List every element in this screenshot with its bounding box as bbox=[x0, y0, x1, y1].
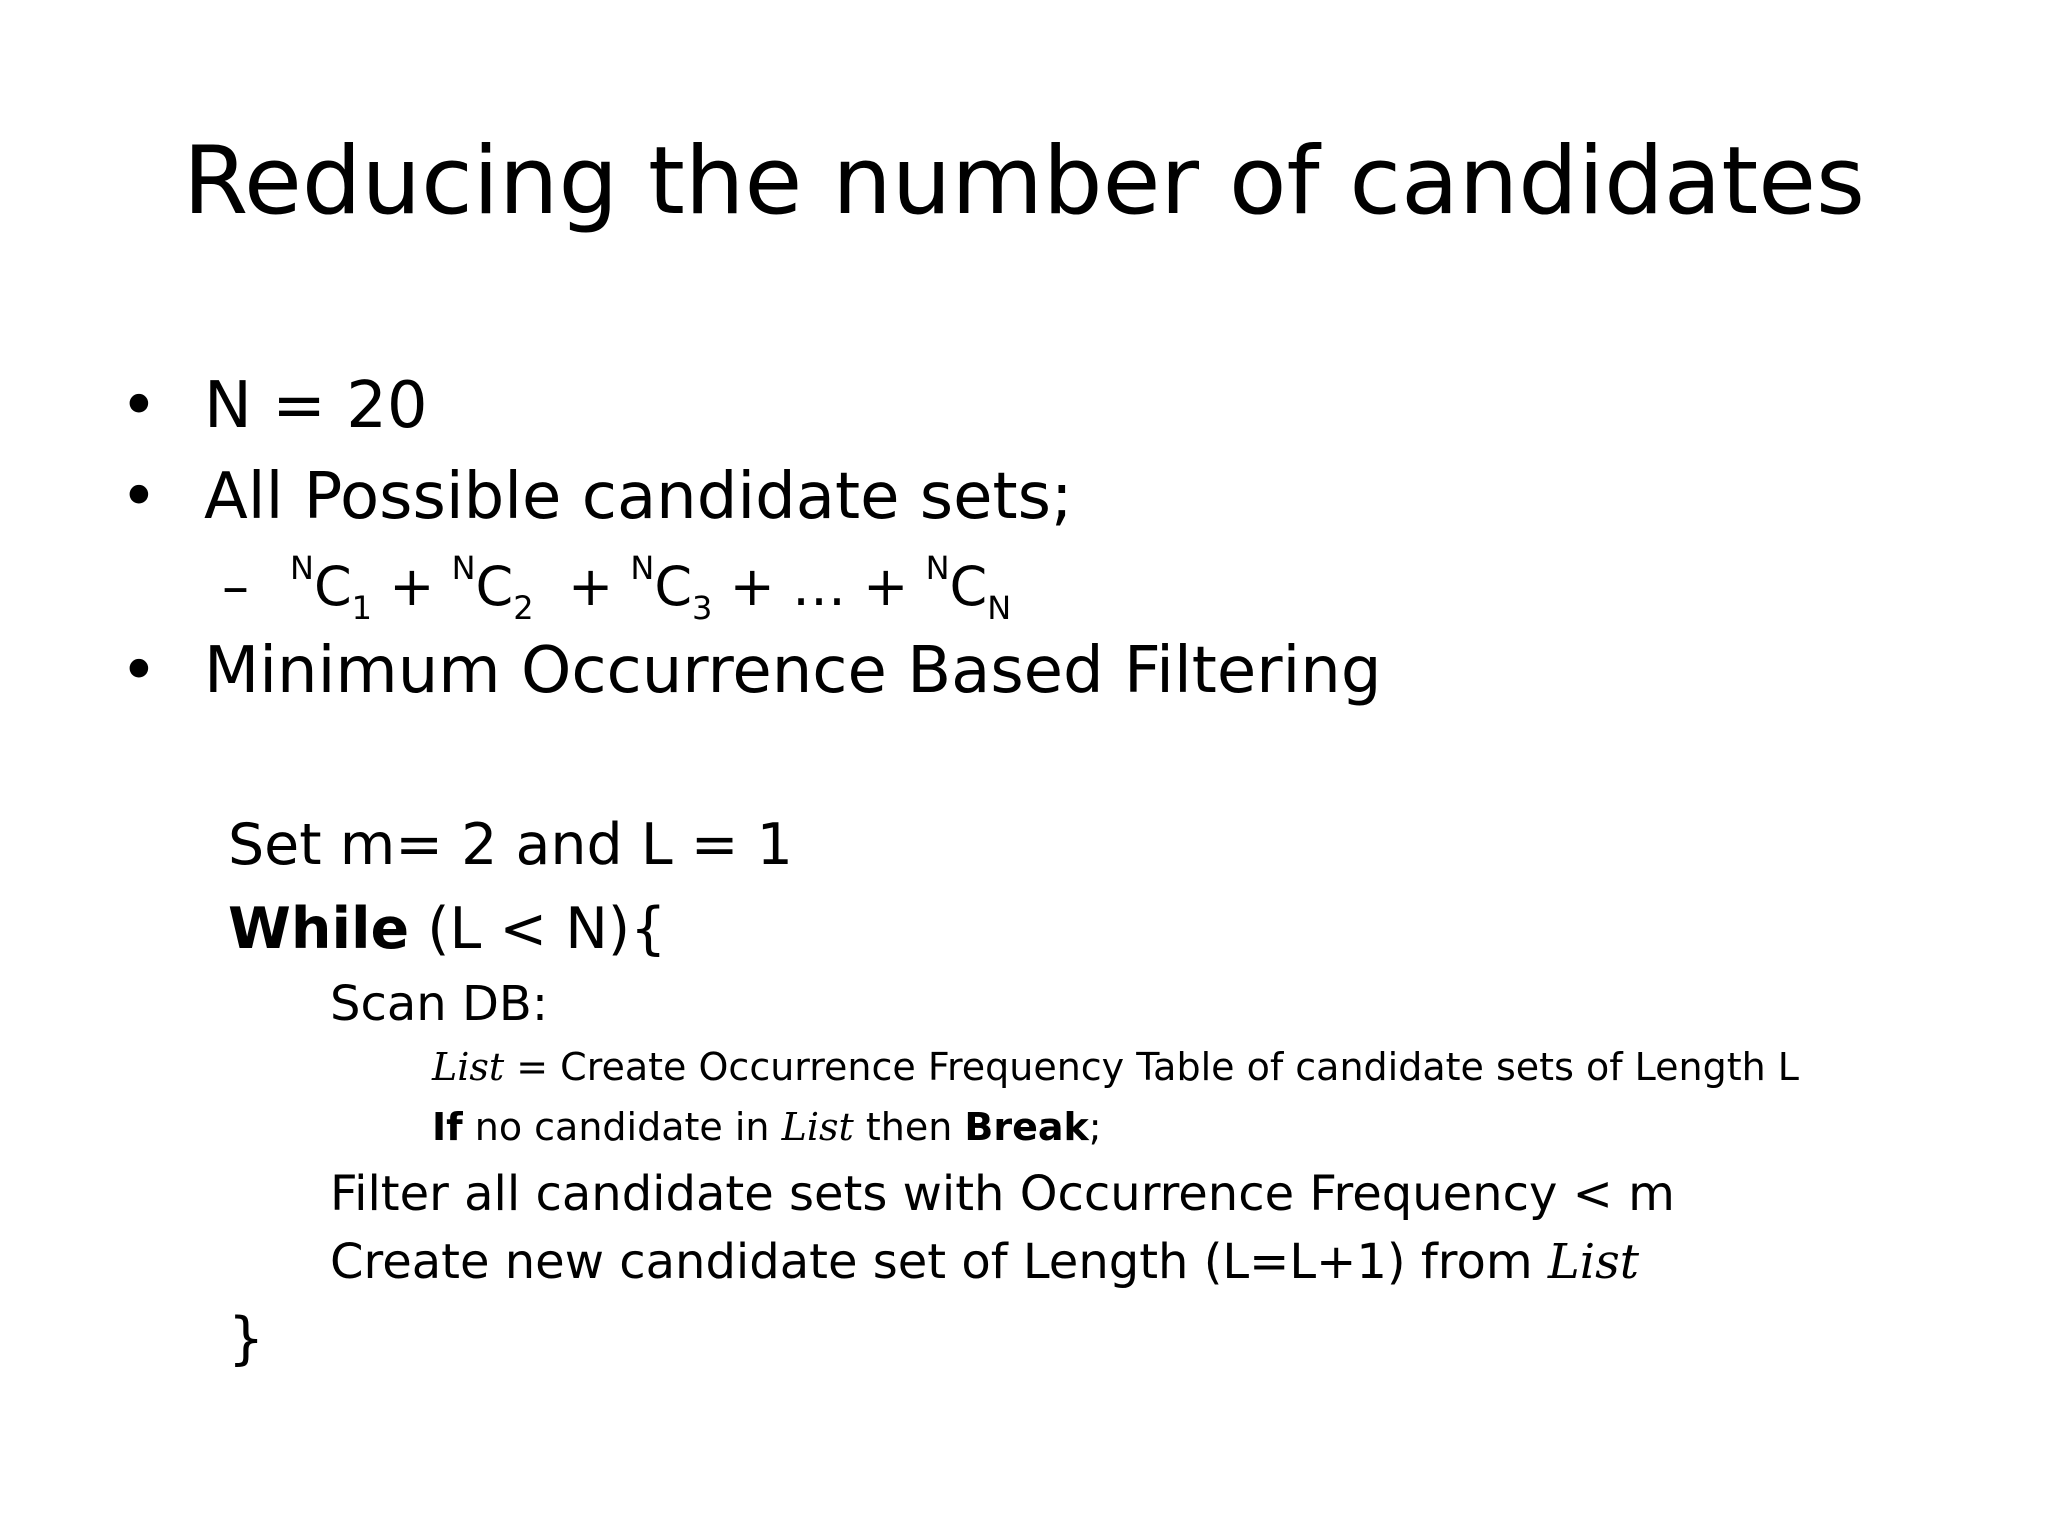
list-variable: List bbox=[781, 1105, 854, 1149]
code-close-brace: } bbox=[228, 1306, 265, 1372]
formula-plus: + bbox=[567, 555, 614, 618]
formula-subscript: 3 bbox=[692, 589, 713, 627]
formula-c: C bbox=[475, 555, 514, 618]
bullet-text: All Possible candidate sets; bbox=[204, 460, 1073, 534]
list-variable: List bbox=[1547, 1234, 1639, 1290]
formula-superscript: N bbox=[630, 549, 655, 587]
formula-superscript: N bbox=[451, 549, 476, 587]
bullet-symbol: • bbox=[120, 460, 158, 534]
formula-superscript: N bbox=[290, 549, 314, 587]
code-line-create-list bbox=[432, 1043, 1799, 1091]
formula-c: C bbox=[654, 555, 693, 618]
keyword-while: While bbox=[228, 896, 410, 962]
create-table-text: = Create Occurrence Frequency Table of candidate sets of Length L bbox=[504, 1045, 1799, 1089]
formula-plus: + bbox=[389, 555, 435, 618]
formula-plus: + bbox=[863, 555, 909, 618]
code-line-filter: Filter all candidate sets with Occurrence Frequency < m bbox=[330, 1166, 1675, 1222]
bullet-symbol: • bbox=[120, 369, 158, 443]
slide-title: Reducing the number of candidates bbox=[182, 127, 1866, 236]
if-condition-text: no candidate in bbox=[462, 1105, 782, 1149]
sub-bullet-dash: – bbox=[222, 555, 249, 618]
code-line-scan: Scan DB: bbox=[330, 976, 549, 1032]
keyword-if: If bbox=[432, 1105, 463, 1149]
code-line-if bbox=[432, 1103, 1102, 1151]
bullet-symbol: • bbox=[120, 634, 158, 708]
formula-c: C bbox=[949, 555, 988, 618]
formula-plus: + bbox=[729, 555, 775, 618]
formula-superscript: N bbox=[925, 549, 950, 587]
combination-formula bbox=[222, 549, 1012, 627]
code-line-create-new bbox=[330, 1233, 1639, 1291]
formula-subscript: 2 bbox=[513, 589, 534, 627]
code-line-while bbox=[228, 896, 666, 962]
formula-subscript: 1 bbox=[351, 589, 373, 627]
while-condition: (L < N){ bbox=[409, 896, 667, 962]
bullet-item bbox=[120, 461, 1073, 533]
bullet-item bbox=[120, 635, 1381, 707]
code-line-init: Set m= 2 and L = 1 bbox=[228, 812, 793, 878]
semicolon: ; bbox=[1088, 1105, 1102, 1149]
list-variable: List bbox=[432, 1045, 505, 1089]
formula-expression bbox=[290, 549, 1012, 627]
create-new-text: Create new candidate set of Length (L=L+1) from bbox=[330, 1234, 1548, 1290]
keyword-break: Break bbox=[964, 1105, 1089, 1149]
bullet-text: Minimum Occurrence Based Filtering bbox=[204, 634, 1382, 708]
formula-ellipsis: … bbox=[792, 555, 846, 618]
formula-c: C bbox=[313, 555, 352, 618]
bullet-text: N = 20 bbox=[204, 369, 428, 443]
formula-subscript: N bbox=[987, 589, 1012, 627]
if-then-text: then bbox=[853, 1105, 965, 1149]
bullet-item bbox=[120, 370, 428, 442]
